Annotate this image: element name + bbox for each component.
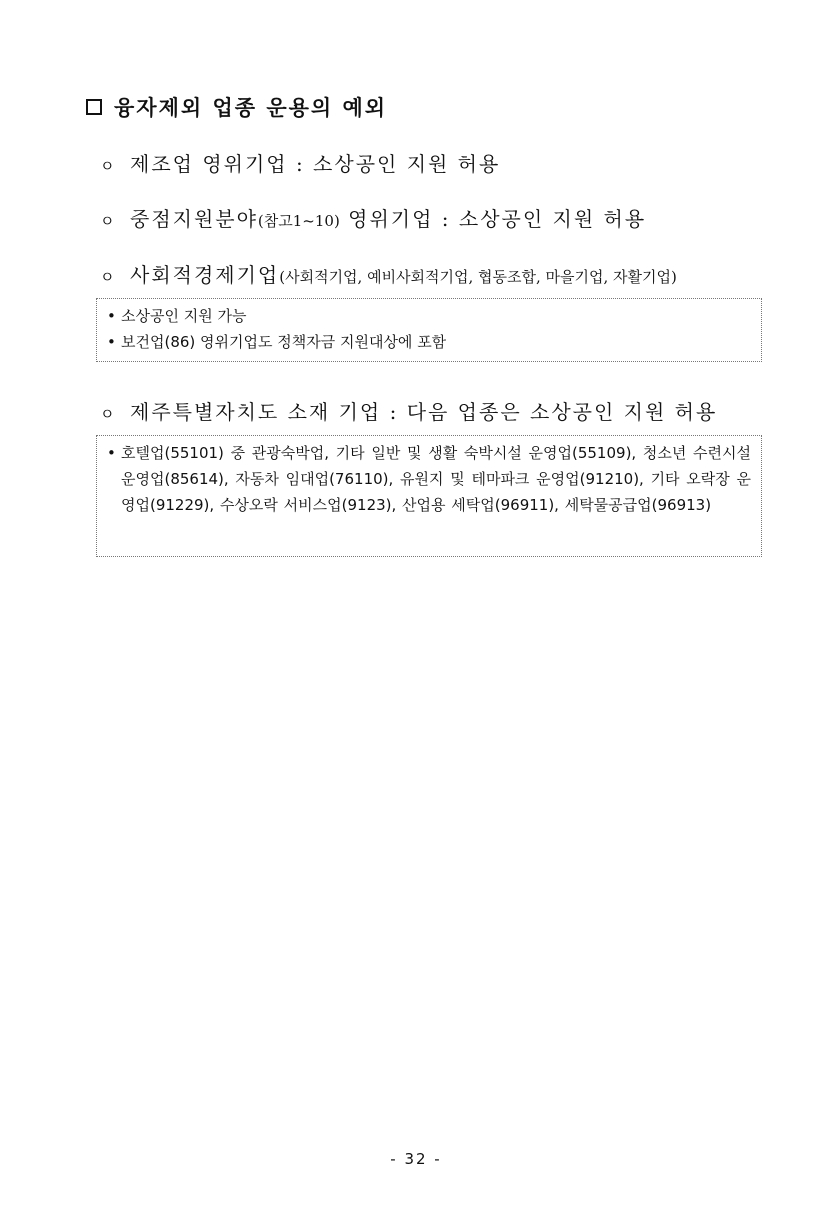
list-item-priority-fields <box>100 203 646 232</box>
list-item-manufacturing <box>100 148 500 177</box>
list-item-jeju <box>100 396 717 425</box>
bullet-dot-icon: • <box>107 333 116 351</box>
note-box-social-economy <box>96 298 762 362</box>
list-item-text-b: 영위기업 : 소상공인 지원 허용 <box>339 207 647 231</box>
circle-marker-icon: ㅇ <box>100 212 115 230</box>
bullet-text: 보건업(86) 영위기업도 정책자금 지원대상에 포함 <box>121 333 447 351</box>
bullet-dot-icon: • <box>107 444 116 462</box>
section-heading <box>86 92 387 122</box>
bullet-item <box>107 329 751 355</box>
list-item-detail: (사회적기업, 예비사회적기업, 협동조합, 마을기업, 자활기업) <box>279 268 677 286</box>
circle-marker-icon: ㅇ <box>100 268 115 286</box>
bullet-item <box>107 303 751 329</box>
bullet-text: 소상공인 지원 가능 <box>121 307 247 325</box>
circle-marker-icon: ㅇ <box>100 157 115 175</box>
list-item-text-a: 사회적경제기업 <box>130 263 280 287</box>
bullet-item <box>107 440 751 518</box>
list-item-text-a: 중점지원분야 <box>130 207 258 231</box>
list-item-social-economy <box>100 259 677 288</box>
note-box-jeju <box>96 435 762 557</box>
section-title: 융자제외 업종 운용의 예외 <box>114 96 388 120</box>
bullet-text: 호텔업(55101) 중 관광숙박업, 기타 일반 및 생활 숙박시설 운영업(55109), 청소년 수련시설 운영업(85614), 자동차 임대업(76110), 유원지 및 테마파크 운영업(91210), 기타 오락장 운영업(91229), 수상오락 서비스업(9123), 산업용 세탁업(96911), 세탁물공급업(96913) <box>121 444 751 514</box>
circle-marker-icon: ㅇ <box>100 405 115 423</box>
bullet-dot-icon: • <box>107 307 116 325</box>
list-item-text: 제주특별자치도 소재 기업 : 다음 업종은 소상공인 지원 허용 <box>130 400 718 424</box>
list-item-reference: (참고1~10) <box>257 212 340 230</box>
page-number: - 32 - <box>390 1150 442 1168</box>
list-item-text: 제조업 영위기업 : 소상공인 지원 허용 <box>130 152 501 176</box>
checkbox-square-icon <box>86 99 102 115</box>
